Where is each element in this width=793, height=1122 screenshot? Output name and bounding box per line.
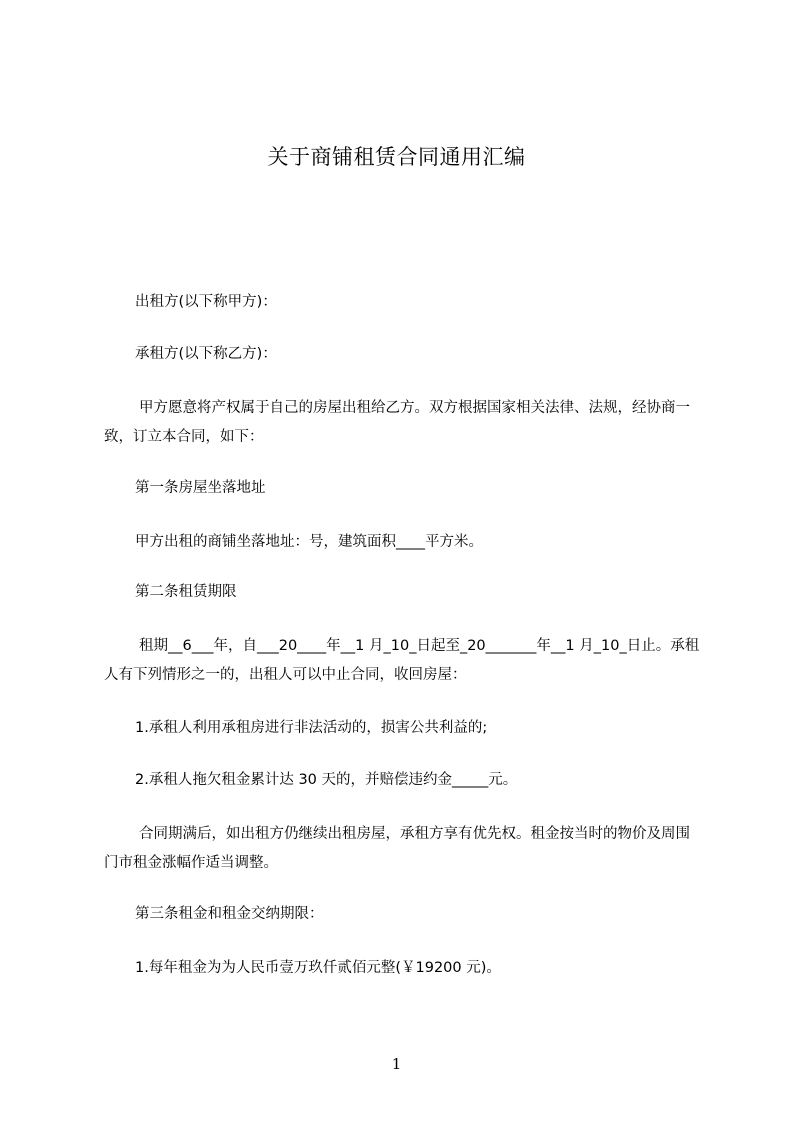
lessee-line: 承租方(以下称乙方)：	[135, 346, 277, 362]
article-2-heading: 第二条租赁期限	[135, 584, 237, 600]
document-title: 关于商铺租赁合同通用汇编	[267, 145, 526, 169]
lessor-line: 出租方(以下称甲方)：	[135, 294, 277, 310]
termination-clause-1: 1.承租人利用承租房进行非法活动的，损害公共利益的;	[135, 720, 488, 736]
page-number: 1	[391, 1055, 402, 1073]
article-1-content: 甲方出租的商铺坐落地址：号，建筑面积____平方米。	[135, 534, 483, 550]
article-3-heading: 第三条租金和租金交纳期限：	[135, 906, 324, 922]
lease-term-paragraph: 租期__6___年，自___20____年__1 月_10_日起至_20_______年__1 月_10_日止。承租人有下列情形之一的，出租人可以中止合同，收回房屋：	[104, 638, 700, 683]
renewal-paragraph: 合同期满后，如出租方仍继续出租房屋，承租方享有优先权。租金按当时的物价及周围门市租金涨幅作适当调整。	[104, 826, 690, 871]
termination-clause-2: 2.承租人拖欠租金累计达 30 天的，并赔偿违约金_____元。	[135, 772, 518, 788]
preamble-paragraph: 甲方愿意将产权属于自己的房屋出租给乙方。双方根据国家相关法律、法规，经协商一致，订立本合同，如下：	[104, 400, 690, 445]
rent-clause-1: 1.每年租金为为人民币壹万玖仟贰佰元整(￥19200 元)。	[135, 960, 501, 976]
article-1-heading: 第一条房屋坐落地址	[135, 480, 266, 496]
